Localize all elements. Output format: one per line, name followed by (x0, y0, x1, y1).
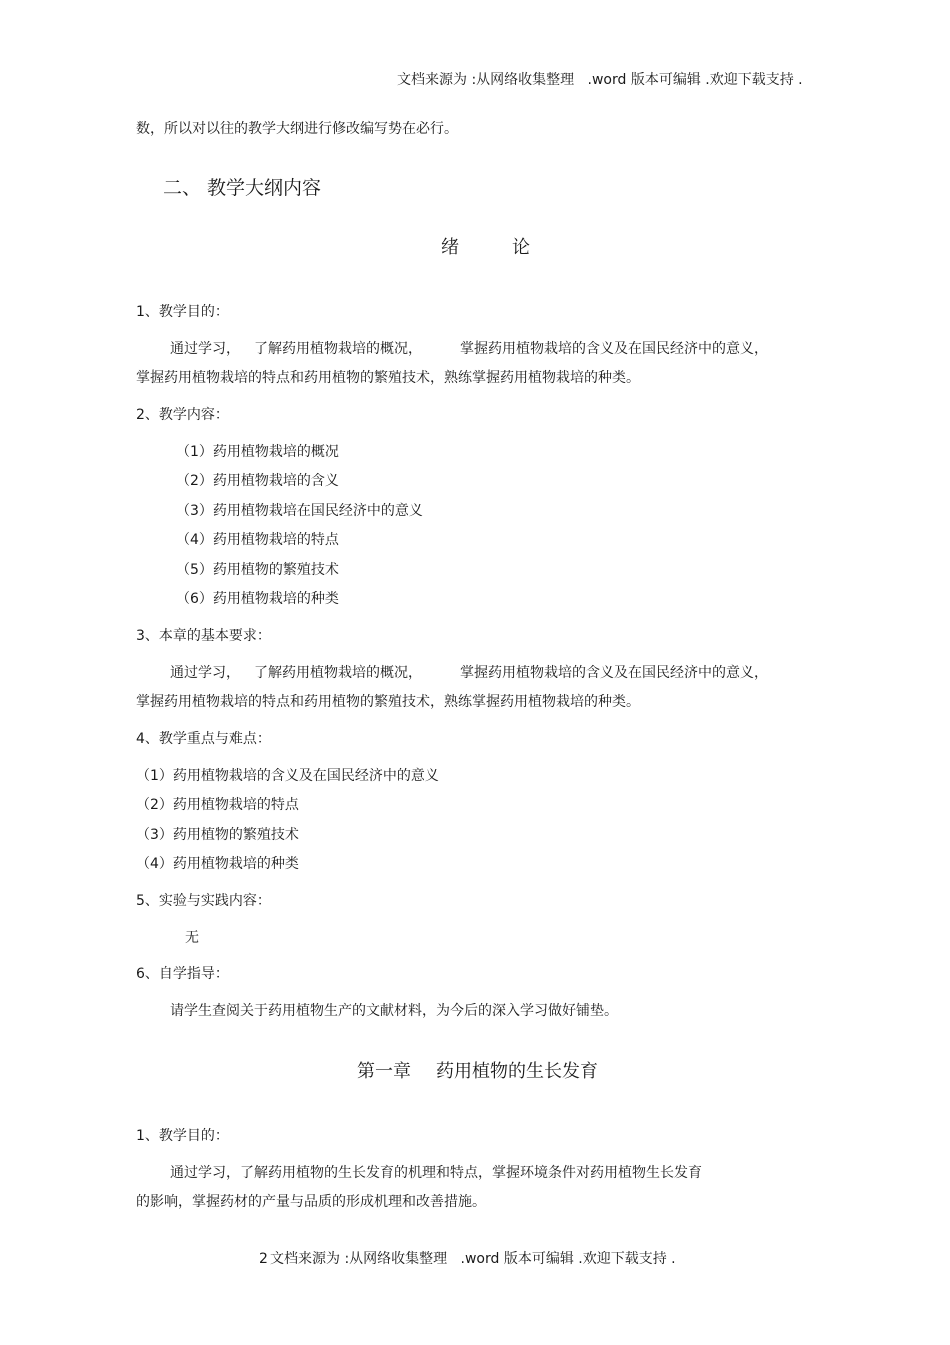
intro-chapter-title-b: 论 (512, 237, 530, 258)
list-item: （1）药用植物栽培的含义及在国民经济中的意义 (136, 768, 439, 784)
intro-s1-p1-c: 掌握药用植物栽培的含义及在国民经济中的意义， (460, 341, 768, 357)
intro-s1-p1-a: 通过学习， (170, 341, 240, 357)
list-item: （4）药用植物栽培的种类 (136, 856, 299, 872)
list-item: （3）药用植物栽培在国民经济中的意义 (176, 503, 423, 519)
footer-source-note: 文档来源为 :从网络收集整理 .word 版本可编辑 .欢迎下载支持 . (270, 1251, 676, 1267)
intro-chapter-title-a: 绪 (441, 237, 459, 258)
section-heading: 二、 教学大纲内容 (163, 177, 322, 199)
intro-s2-label: 2、教学内容： (136, 407, 229, 423)
intro-s3-p2: 掌握药用植物栽培的特点和药用植物的繁殖技术，熟练掌握药用植物栽培的种类。 (136, 694, 640, 710)
footer-page-number: 2 (259, 1251, 268, 1267)
chapter-one-s1-p1: 通过学习，了解药用植物的生长发育的机理和特点，掌握环境条件对药用植物生长发育 (170, 1165, 702, 1181)
list-item: （1）药用植物栽培的概况 (176, 444, 339, 460)
intro-s3-p1-a: 通过学习， (170, 665, 240, 681)
intro-s5-label: 5、实验与实践内容： (136, 893, 271, 909)
chapter-one-title-a: 第一章 (357, 1061, 411, 1082)
list-item: （5）药用植物的繁殖技术 (176, 562, 339, 578)
chapter-one-s1-label: 1、教学目的： (136, 1128, 229, 1144)
intro-s1-label: 1、教学目的： (136, 304, 229, 320)
intro-continuation-line: 数，所以对以往的教学大纲进行修改编写势在必行。 (136, 121, 458, 137)
intro-s1-p1-b: 了解药用植物栽培的概况， (254, 341, 422, 357)
intro-s4-label: 4、教学重点与难点： (136, 731, 271, 747)
list-item: （6）药用植物栽培的种类 (176, 591, 339, 607)
intro-s6-text: 请学生查阅关于药用植物生产的文献材料，为今后的深入学习做好铺垫。 (170, 1003, 618, 1019)
chapter-one-s1-p2: 的影响，掌握药材的产量与品质的形成机理和改善措施。 (136, 1194, 486, 1210)
intro-s3-p1-c: 掌握药用植物栽培的含义及在国民经济中的意义， (460, 665, 768, 681)
list-item: （4）药用植物栽培的特点 (176, 532, 339, 548)
intro-s5-text: 无 (185, 930, 199, 946)
intro-s6-label: 6、自学指导： (136, 966, 229, 982)
header-source-note: 文档来源为 :从网络收集整理 .word 版本可编辑 .欢迎下载支持 . (397, 72, 803, 88)
intro-s3-label: 3、本章的基本要求： (136, 628, 271, 644)
intro-s3-p1-b: 了解药用植物栽培的概况， (254, 665, 422, 681)
list-item: （2）药用植物栽培的含义 (176, 473, 339, 489)
list-item: （3）药用植物的繁殖技术 (136, 827, 299, 843)
intro-s1-p2: 掌握药用植物栽培的特点和药用植物的繁殖技术，熟练掌握药用植物栽培的种类。 (136, 370, 640, 386)
list-item: （2）药用植物栽培的特点 (136, 797, 299, 813)
chapter-one-title-b: 药用植物的生长发育 (436, 1061, 598, 1082)
